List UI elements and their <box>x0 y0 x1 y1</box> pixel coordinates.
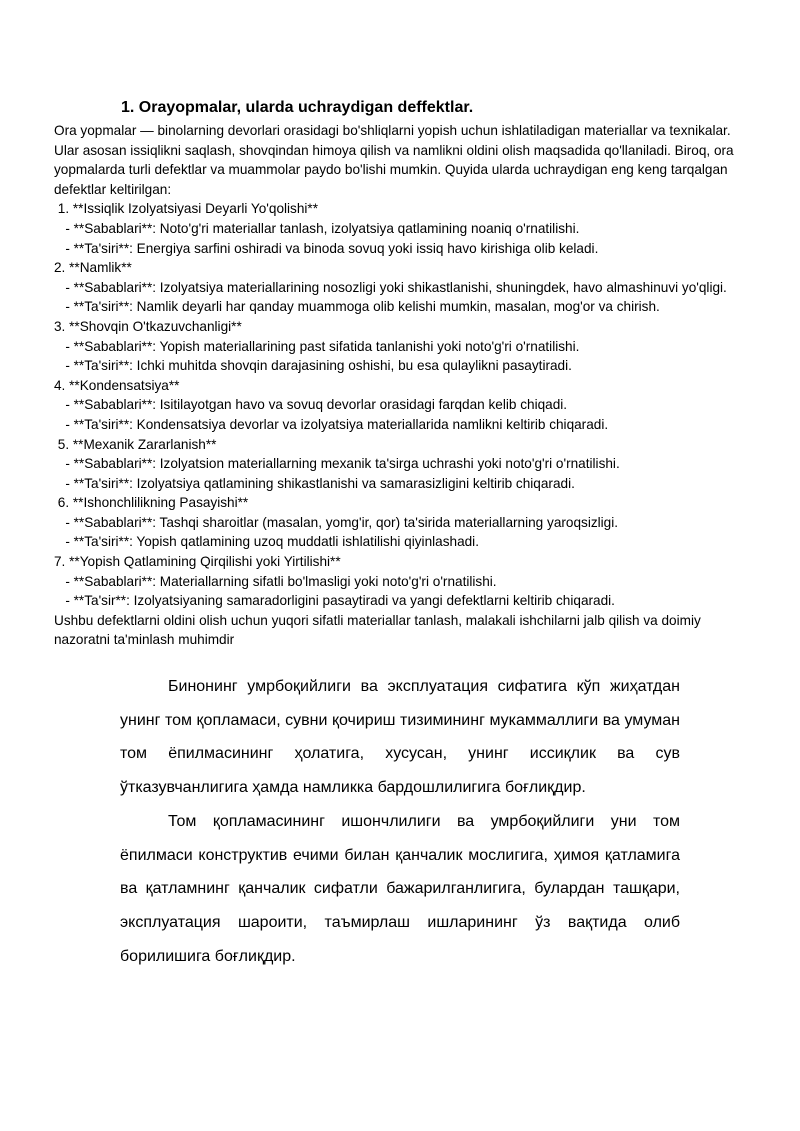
defect-cause: - **Sabablari**: Yopish materiallarining past sifatida tanlanishi yoki noto'g'ri o'rnatilishi. <box>54 338 580 354</box>
defect-heading: 6. **Ishonchlilikning Pasayishi** <box>54 495 249 511</box>
defect-item-1 <box>54 199 744 258</box>
defect-cause: - **Sabablari**: Materiallarning sifatli bo'lmasligi yoki noto'g'ri o'rnatilishi. <box>54 573 497 589</box>
defect-cause: - **Sabablari**: Izolyatsion materiallarning mexanik ta'sirga uchrashi yoki noto'g'ri o'rnatilishi. <box>54 456 620 472</box>
defect-effect: - **Ta'siri**: Energiya sarfini oshiradi va binoda sovuq yoki issiq havo kirishiga olib keladi. <box>54 240 599 256</box>
defect-item-7 <box>54 552 744 611</box>
defect-effect: - **Ta'siri**: Namlik deyarli har qanday muammoga olib kelishi mumkin, masalan, mog'or va chirish. <box>54 299 660 315</box>
cyrillic-section <box>120 670 680 973</box>
defect-item-5 <box>54 435 744 494</box>
cyrillic-paragraph-1: Бинонинг умрбоқийлиги ва эксплуатация сифатига кўп жиҳатдан унинг том қопламаси, сувни қочириш тизимининг мукаммаллиги ва умуман том ёпилмасининг ҳолатига, хусусан, унинг иссиқлик ва сув ўтказувчанлигига ҳамда намликка бардошлилигига боғлиқдир. <box>120 678 680 797</box>
defect-cause: - **Sabablari**: Tashqi sharoitlar (masalan, yomg'ir, qor) ta'sirida materiallarning yaroqsizligi. <box>54 514 619 530</box>
intro-paragraph: Ora yopmalar — binolarning devorlari orasidagi bo'shliqlarni yopish uchun ishlatiladigan materiallar va texnikalar. Ular asosan issiqlikni saqlash, shovqindan himoya qilish va namlikni oldini olish maqsadida qo'llaniladi. Biroq, ora yopmalarda turli defektlar va muammolar paydo bo'lishi mumkin. Quyida ularda uchraydigan eng keng tarqalgan defektlar keltirilgan: <box>54 123 734 197</box>
defect-effect: - **Ta'sir**: Izolyatsiyaning samaradorligini pasaytiradi va yangi defektlarni keltirib chiqaradi. <box>54 593 615 609</box>
defect-cause: - **Sabablari**: Isitilayotgan havo va sovuq devorlar orasidagi farqdan kelib chiqadi. <box>54 397 568 413</box>
defect-heading: 5. **Mexanik Zararlanish** <box>54 436 217 452</box>
defect-item-3 <box>54 317 744 376</box>
defect-item-4 <box>54 376 744 435</box>
defect-heading: 7. **Yopish Qatlamining Qirqilishi yoki Yirtilishi** <box>54 554 341 570</box>
defect-effect: - **Ta'siri**: Izolyatsiya qatlamining shikastlanishi va samarasizligini keltirib chiqaradi. <box>54 475 575 491</box>
defect-cause: - **Sabablari**: Noto'g'ri materiallar tanlash, izolyatsiya qatlamining noaniq o'rnatilishi. <box>54 220 580 236</box>
defect-heading: 3. **Shovqin O'tkazuvchanligi** <box>54 318 242 334</box>
defect-heading: 4. **Kondensatsiya** <box>54 377 180 393</box>
defect-effect: - **Ta'siri**: Kondensatsiya devorlar va izolyatsiya materiallarida namlikni keltirib chiqaradi. <box>54 416 609 432</box>
defect-heading: 2. **Namlik** <box>54 260 132 276</box>
cyrillic-paragraph-2: Том қопламасининг ишончлилиги ва умрбоқийлиги уни том ёпилмаси конструктив ечими билан қанчалик мослигига, ҳимоя қатламига ва қатламнинг қанчалик сифатли бажарилганлигига, булардан ташқари, эксплуатация шароити, таъмирлаш ишларининг ўз вақтида олиб борилишига боғлиқдир. <box>120 812 680 965</box>
section-title: 1. Orayopmalar, ularda uchraydigan deffektlar. <box>121 99 474 116</box>
defect-item-2 <box>54 258 744 317</box>
defect-item-6 <box>54 493 744 552</box>
defect-cause: - **Sabablari**: Izolyatsiya materiallarining nosozligi yoki shikastlanishi, shuningdek, havo almashinuvi yo'qligi. <box>54 279 727 295</box>
defect-effect: - **Ta'siri**: Yopish qatlamining uzoq muddatli ishlatilishi qiyinlashadi. <box>54 534 479 550</box>
defect-effect: - **Ta'siri**: Ichki muhitda shovqin darajasining oshishi, bu esa qulaylikni pasaytiradi. <box>54 358 572 374</box>
conclusion-paragraph: Ushbu defektlarni oldini olish uchun yuqori sifatli materiallar tanlash, malakali ishchilarni jalb qilish va doimiy nazoratni ta'minlash muhimdir <box>54 612 701 648</box>
latin-section <box>54 121 744 650</box>
defect-heading: 1. **Issiqlik Izolyatsiyasi Deyarli Yo'qolishi** <box>54 201 319 217</box>
